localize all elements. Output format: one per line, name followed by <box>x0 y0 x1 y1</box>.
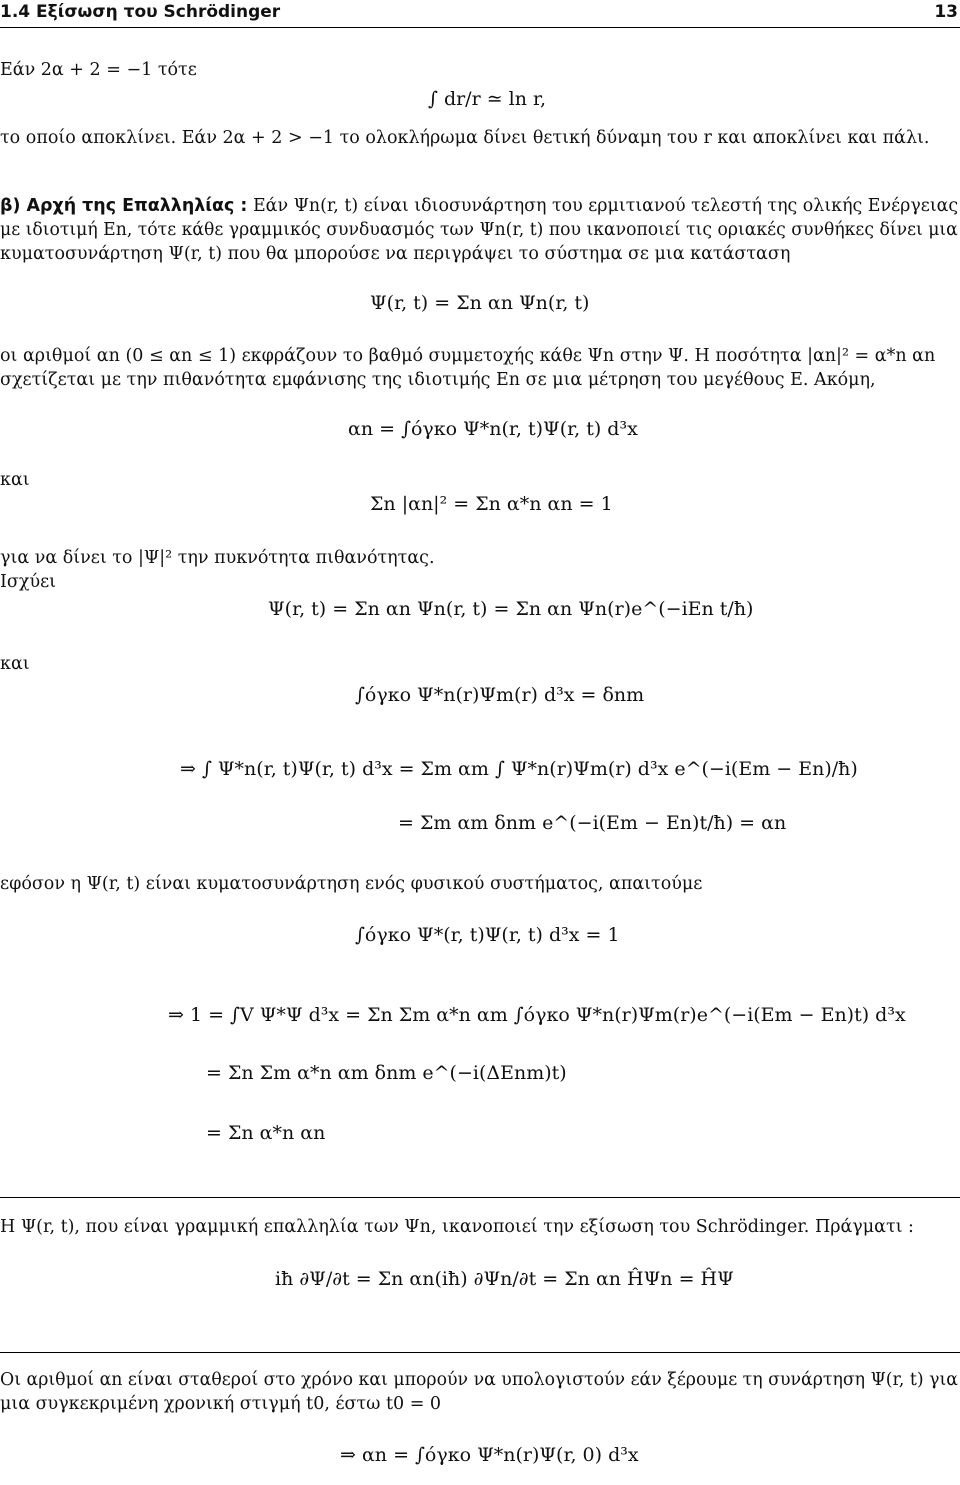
page-header <box>0 0 960 30</box>
section-separator-1 <box>0 1197 960 1198</box>
equation-initial-coefficients: ⇒ αn = ∫όγκο Ψ*n(r)Ψ(r, 0) d³x <box>340 1444 639 1466</box>
and-label-2: και <box>0 654 30 674</box>
para4-line2: μια συγκεκριμένη χρονική στιγμή t0, έστω t0 = 0 <box>0 1394 442 1414</box>
equation-schrodinger-linearity: iħ ∂Ψ/∂t = Σn αn(iħ) ∂Ψn/∂t = Σn αn ĤΨn = ĤΨ <box>275 1268 734 1290</box>
para2-line8: εφόσον η Ψ(r, t) είναι κυματοσυνάρτηση ενός φυσικού συστήματος, απαιτούμε <box>0 874 703 894</box>
page-number: 13 <box>934 2 958 22</box>
para2-line3: κυματοσυνάρτηση Ψ(r, t) που θα μπορούσε να περιγράψει το σύστημα σε μια κατάσταση <box>0 244 791 264</box>
equation-coefficient: αn = ∫όγκο Ψ*n(r, t)Ψ(r, t) d³x <box>348 418 638 440</box>
para1-line1: Εάν 2α + 2 = −1 τότε <box>0 60 197 80</box>
equation-total-normalization: ∫όγκο Ψ*(r, t)Ψ(r, t) d³x = 1 <box>355 924 620 946</box>
section-separator-2 <box>0 1352 960 1353</box>
section-title: 1.4 Εξίσωση του Schrödinger <box>0 2 281 22</box>
para4-line1: Οι αριθμοί αn είναι σταθεροί στο χρόνο και μπορούν να υπολογιστούν εάν ξέρουμε τη συνάρτηση Ψ(r, t) για <box>0 1370 958 1390</box>
equation-superposition: Ψ(r, t) = Σn αn Ψn(r, t) <box>370 292 590 314</box>
para2-line1-text: Εάν Ψn(r, t) είναι ιδιοσυνάρτηση του ερμιτιανού τελεστή της ολικής Ενέργειας <box>252 196 959 216</box>
para2-line4: οι αριθμοί αn (0 ≤ αn ≤ 1) εκφράζουν το βαθμό συμμετοχής κάθε Ψn στην Ψ. Η ποσότητα |αn|² = α*n αn <box>0 346 936 366</box>
equation-orthonormality: ∫όγκο Ψ*n(r)Ψm(r) d³x = δnm <box>355 684 645 706</box>
para3-line1: Η Ψ(r, t), που είναι γραμμική επαλληλία των Ψn, ικανοποιεί την εξίσωση του Schrödinger. Πράγματι : <box>0 1217 914 1237</box>
para2-line7: Ισχύει <box>0 572 57 592</box>
para1-line2: το οποίο αποκλίνει. Εάν 2α + 2 > −1 το ολοκλήρωμα δίνει θετική δύναμη του r και αποκλίνει και πάλι. <box>0 128 930 148</box>
para2-line5: σχετίζεται με την πιθανότητα εμφάνισης της ιδιοτιμής En σε μια μέτρηση του μεγέθους E. Ακόμη, <box>0 370 876 390</box>
equation-normalization-sum: Σn |αn|² = Σn α*n αn = 1 <box>370 493 613 515</box>
equation-time-evolution: Ψ(r, t) = Σn αn Ψn(r, t) = Σn αn Ψn(r)e^(−iEn t/ħ) <box>268 598 754 620</box>
equation-derivation-line3: = Σn α*n αn <box>206 1122 326 1144</box>
superposition-label: β) Αρχή της Επαλληλίας : <box>0 196 248 216</box>
para2-line2: με ιδιοτιμή En, τότε κάθε γραμμικός συνδυασμός των Ψn(r, t) που ικανοποιεί τις οριακές συνθήκες δίνει μια <box>0 220 958 240</box>
para2-line1 <box>0 196 958 216</box>
equation-derivation-line2: = Σn Σm α*n αm δnm e^(−i(ΔEnm)t) <box>206 1062 567 1084</box>
equation-derivation-line1: ⇒ 1 = ∫V Ψ*Ψ d³x = Σn Σm α*n αm ∫όγκο Ψ*n(r)Ψm(r)e^(−i(Em − En)t) d³x <box>168 1004 906 1026</box>
equation-log-integral: ∫ dr/r ≃ ln r, <box>428 88 547 110</box>
and-label-1: και <box>0 470 30 490</box>
header-rule <box>0 27 960 28</box>
para2-line6: για να δίνει το |Ψ|² την πυκνότητα πιθανότητας. <box>0 548 435 568</box>
equation-projection-result: = Σm αm δnm e^(−i(Em − En)t/ħ) = αn <box>398 812 787 834</box>
equation-projection: ⇒ ∫ Ψ*n(r, t)Ψ(r, t) d³x = Σm αm ∫ Ψ*n(r)Ψm(r) d³x e^(−i(Em − En)/ħ) <box>180 758 858 780</box>
